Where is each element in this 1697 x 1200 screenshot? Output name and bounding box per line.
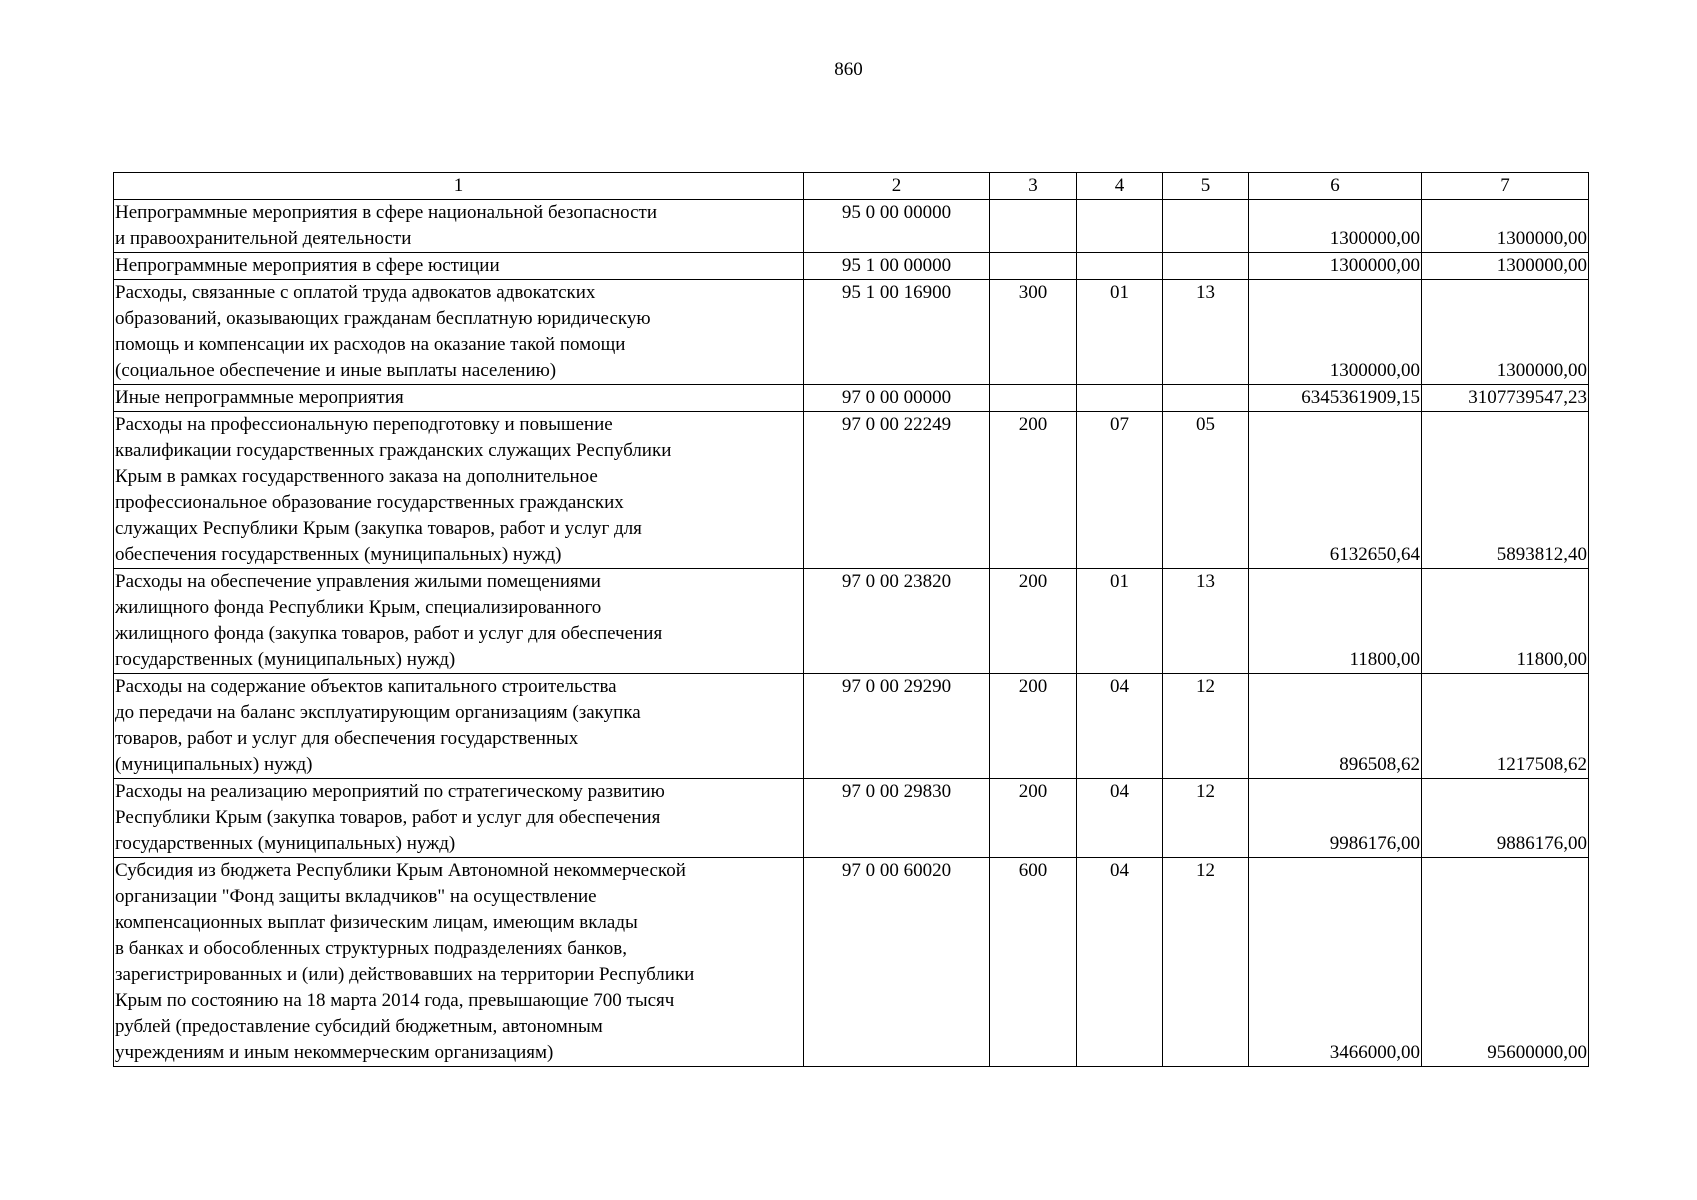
row-amount-6: 1300000,00 (1249, 200, 1422, 253)
row-code: 97 0 00 29830 (804, 779, 990, 858)
row-name-line: (социальное обеспечение и иные выплаты населению) (115, 360, 557, 381)
row-name-line: квалификации государственных гражданских служащих Республики (115, 440, 672, 461)
row-name-line: Республики Крым (закупка товаров, работ и услуг для обеспечения (115, 807, 661, 828)
row-amount-6: 1300000,00 (1249, 253, 1422, 280)
row-name-line: организации "Фонд защиты вкладчиков" на осуществление (115, 886, 597, 907)
row-col-3: 200 (990, 674, 1077, 779)
row-name-line: в банках и обособленных структурных подразделениях банков, (115, 938, 627, 959)
column-header-3: 3 (990, 173, 1077, 200)
column-header-7: 7 (1422, 173, 1589, 200)
row-amount-6: 9986176,00 (1249, 779, 1422, 858)
row-name-line: жилищного фонда Республики Крым, специализированного (115, 597, 602, 618)
row-name-line: компенсационных выплат физическим лицам, имеющим вклады (115, 912, 638, 933)
row-name-line: жилищного фонда (закупка товаров, работ и услуг для обеспечения (115, 623, 663, 644)
row-name (114, 569, 804, 674)
column-header-4: 4 (1077, 173, 1163, 200)
row-name-line: Иные непрограммные мероприятия (115, 387, 404, 408)
row-name-line: до передачи на баланс эксплуатирующим организациям (закупка (115, 702, 641, 723)
row-amount-7: 1300000,00 (1422, 200, 1589, 253)
row-col-3: 600 (990, 858, 1077, 1067)
row-col-4 (1077, 253, 1163, 280)
row-col-3 (990, 385, 1077, 412)
table-row (114, 385, 1589, 412)
row-col-5: 12 (1163, 674, 1249, 779)
row-amount-7: 3107739547,23 (1422, 385, 1589, 412)
row-name-line: обеспечения государственных (муниципальных) нужд) (115, 544, 562, 565)
row-code: 97 0 00 00000 (804, 385, 990, 412)
row-code: 97 0 00 29290 (804, 674, 990, 779)
column-header-5: 5 (1163, 173, 1249, 200)
row-col-4: 01 (1077, 569, 1163, 674)
row-name-line: и правоохранительной деятельности (115, 228, 412, 249)
row-name-line: государственных (муниципальных) нужд) (115, 833, 456, 854)
row-name-line: Расходы на реализацию мероприятий по стратегическому развитию (115, 781, 665, 802)
table-header-row (114, 173, 1589, 200)
row-col-5: 05 (1163, 412, 1249, 569)
row-name-line: государственных (муниципальных) нужд) (115, 649, 456, 670)
row-amount-6: 6132650,64 (1249, 412, 1422, 569)
table-row (114, 412, 1589, 569)
row-col-5: 12 (1163, 858, 1249, 1067)
table-row (114, 858, 1589, 1067)
row-col-5 (1163, 385, 1249, 412)
row-name-line: товаров, работ и услуг для обеспечения государственных (115, 728, 579, 749)
row-name (114, 253, 804, 280)
row-code: 95 1 00 16900 (804, 280, 990, 385)
row-name (114, 412, 804, 569)
row-name (114, 200, 804, 253)
column-header-6: 6 (1249, 173, 1422, 200)
row-name-line: служащих Республики Крым (закупка товаров, работ и услуг для (115, 518, 642, 539)
row-name-line: Расходы, связанные с оплатой труда адвокатов адвокатских (115, 282, 596, 303)
row-code: 97 0 00 23820 (804, 569, 990, 674)
row-amount-6: 896508,62 (1249, 674, 1422, 779)
row-name-line: Непрограммные мероприятия в сфере юстиции (115, 255, 500, 276)
row-col-5 (1163, 200, 1249, 253)
row-col-5 (1163, 253, 1249, 280)
row-col-5: 13 (1163, 569, 1249, 674)
row-name-line: Расходы на содержание объектов капитального строительства (115, 676, 617, 697)
row-col-5: 12 (1163, 779, 1249, 858)
row-col-4: 07 (1077, 412, 1163, 569)
row-col-3: 200 (990, 412, 1077, 569)
table-row (114, 779, 1589, 858)
row-col-3: 200 (990, 779, 1077, 858)
row-name-line: учреждениям и иным некоммерческим организациям) (115, 1042, 554, 1063)
row-name (114, 779, 804, 858)
row-code: 95 0 00 00000 (804, 200, 990, 253)
row-name-line: зарегистрированных и (или) действовавших на территории Республики (115, 964, 695, 985)
row-name-line: (муниципальных) нужд) (115, 754, 313, 775)
table-row (114, 569, 1589, 674)
row-name-line: Непрограммные мероприятия в сфере национальной безопасности (115, 202, 658, 223)
row-col-3: 300 (990, 280, 1077, 385)
row-name-line: рублей (предоставление субсидий бюджетным, автономным (115, 1016, 603, 1037)
row-amount-7: 5893812,40 (1422, 412, 1589, 569)
row-name-line: образований, оказывающих гражданам бесплатную юридическую (115, 308, 651, 329)
page-number: 860 (834, 59, 863, 80)
row-code: 97 0 00 60020 (804, 858, 990, 1067)
row-amount-6: 3466000,00 (1249, 858, 1422, 1067)
row-name (114, 858, 804, 1067)
table-body (114, 173, 1589, 1067)
row-col-4: 04 (1077, 779, 1163, 858)
row-amount-6: 11800,00 (1249, 569, 1422, 674)
row-name-line: Крым по состоянию на 18 марта 2014 года, превышающие 700 тысяч (115, 990, 675, 1011)
row-name (114, 674, 804, 779)
row-name (114, 385, 804, 412)
table-row (114, 674, 1589, 779)
row-col-4 (1077, 385, 1163, 412)
row-name-line: Субсидия из бюджета Республики Крым Автономной некоммерческой (115, 860, 686, 881)
row-amount-7: 95600000,00 (1422, 858, 1589, 1067)
row-amount-7: 1300000,00 (1422, 253, 1589, 280)
row-name-line: Расходы на обеспечение управления жилыми помещениями (115, 571, 601, 592)
row-col-4: 04 (1077, 858, 1163, 1067)
row-col-4: 01 (1077, 280, 1163, 385)
row-code: 97 0 00 22249 (804, 412, 990, 569)
row-col-3 (990, 200, 1077, 253)
column-header-2: 2 (804, 173, 990, 200)
row-col-3 (990, 253, 1077, 280)
row-amount-7: 11800,00 (1422, 569, 1589, 674)
row-amount-6: 1300000,00 (1249, 280, 1422, 385)
table-row (114, 253, 1589, 280)
row-col-4: 04 (1077, 674, 1163, 779)
row-name-line: помощь и компенсации их расходов на оказание такой помощи (115, 334, 626, 355)
row-name-line: Расходы на профессиональную переподготовку и повышение (115, 414, 613, 435)
row-col-5: 13 (1163, 280, 1249, 385)
row-col-3: 200 (990, 569, 1077, 674)
column-header-1: 1 (114, 173, 804, 200)
budget-table (113, 172, 1589, 1067)
row-name-line: Крым в рамках государственного заказа на дополнительное (115, 466, 598, 487)
row-name-line: профессиональное образование государственных гражданских (115, 492, 624, 513)
row-name (114, 280, 804, 385)
row-code: 95 1 00 00000 (804, 253, 990, 280)
table-row (114, 280, 1589, 385)
row-col-4 (1077, 200, 1163, 253)
table-row (114, 200, 1589, 253)
row-amount-6: 6345361909,15 (1249, 385, 1422, 412)
row-amount-7: 1217508,62 (1422, 674, 1589, 779)
row-amount-7: 1300000,00 (1422, 280, 1589, 385)
row-amount-7: 9886176,00 (1422, 779, 1589, 858)
